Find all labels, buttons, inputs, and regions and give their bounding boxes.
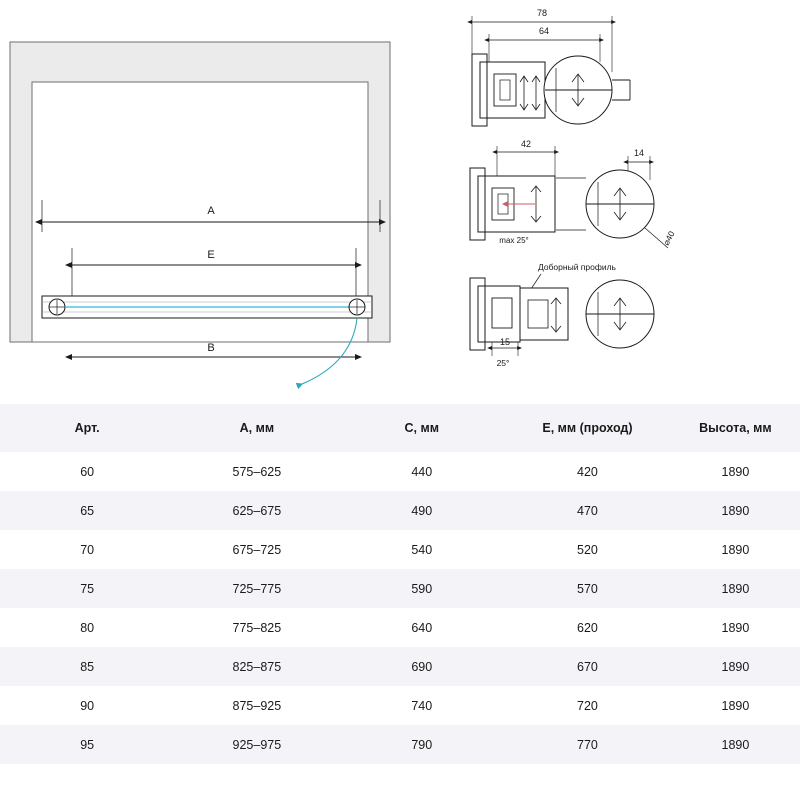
cell-a: 575–625 (174, 452, 339, 491)
dimension-b (72, 342, 356, 357)
cell-c: 440 (339, 452, 504, 491)
cell-c: 590 (339, 569, 504, 608)
table-row (0, 686, 800, 725)
cell-art: 70 (0, 530, 174, 569)
detail2-angle-label: max 25° (499, 236, 529, 245)
column-header-c: C, мм (339, 404, 504, 452)
cell-art: 60 (0, 452, 174, 491)
cell-e: 520 (504, 530, 671, 569)
cell-art: 65 (0, 491, 174, 530)
cell-a: 825–875 (174, 647, 339, 686)
dimension-a-label: A (207, 205, 215, 217)
detail-section-1 (472, 8, 630, 126)
dimension-e-label: E (207, 249, 215, 261)
cell-a: 675–725 (174, 530, 339, 569)
detail2-dim-14: 14 (633, 148, 645, 158)
detail3-dim-15: 15 (499, 337, 511, 347)
table-header-row (0, 404, 800, 452)
detail2-dim-42: 42 (520, 139, 532, 149)
table-row (0, 491, 800, 530)
table-row (0, 452, 800, 491)
cell-height: 1890 (671, 647, 800, 686)
column-header-e: E, мм (проход) (504, 404, 671, 452)
detail3-note-label: Доборный профиль (537, 262, 617, 272)
cell-art: 85 (0, 647, 174, 686)
elevation-view (10, 42, 390, 386)
cell-height: 1890 (671, 686, 800, 725)
cell-c: 640 (339, 608, 504, 647)
cell-e: 470 (504, 491, 671, 530)
cell-art: 80 (0, 608, 174, 647)
cell-height: 1890 (671, 452, 800, 491)
detail1-dim-78: 78 (536, 8, 548, 18)
cell-height: 1890 (671, 725, 800, 764)
cell-e: 770 (504, 725, 671, 764)
cell-height: 1890 (671, 530, 800, 569)
detail3-angle-label: 25° (496, 358, 510, 368)
table-row (0, 530, 800, 569)
cell-c: 490 (339, 491, 504, 530)
table-row (0, 725, 800, 764)
cell-a: 875–925 (174, 686, 339, 725)
specification-table (0, 404, 800, 764)
table-row (0, 608, 800, 647)
cell-c: 740 (339, 686, 504, 725)
column-header-art: Арт. (0, 404, 174, 452)
cell-art: 95 (0, 725, 174, 764)
cell-a: 775–825 (174, 608, 339, 647)
cell-e: 670 (504, 647, 671, 686)
cell-a: 725–775 (174, 569, 339, 608)
cell-c: 540 (339, 530, 504, 569)
cell-e: 620 (504, 608, 671, 647)
cell-c: 690 (339, 647, 504, 686)
cell-e: 570 (504, 569, 671, 608)
cell-a: 925–975 (174, 725, 339, 764)
glass-panel (42, 296, 372, 318)
cell-art: 90 (0, 686, 174, 725)
column-header-height: Высота, мм (671, 404, 800, 452)
cell-e: 420 (504, 452, 671, 491)
cell-art: 75 (0, 569, 174, 608)
detail-section-2 (470, 139, 677, 248)
cell-height: 1890 (671, 569, 800, 608)
cell-e: 720 (504, 686, 671, 725)
column-header-a: A, мм (174, 404, 339, 452)
cell-height: 1890 (671, 608, 800, 647)
dimension-b-label: B (207, 342, 215, 354)
cell-c: 790 (339, 725, 504, 764)
detail2-diameter-label: ⌀40 (660, 229, 677, 247)
detail1-dim-64: 64 (538, 26, 550, 36)
cell-height: 1890 (671, 491, 800, 530)
detail-section-3 (470, 262, 654, 368)
cell-a: 625–675 (174, 491, 339, 530)
table-row (0, 647, 800, 686)
table-row (0, 569, 800, 608)
